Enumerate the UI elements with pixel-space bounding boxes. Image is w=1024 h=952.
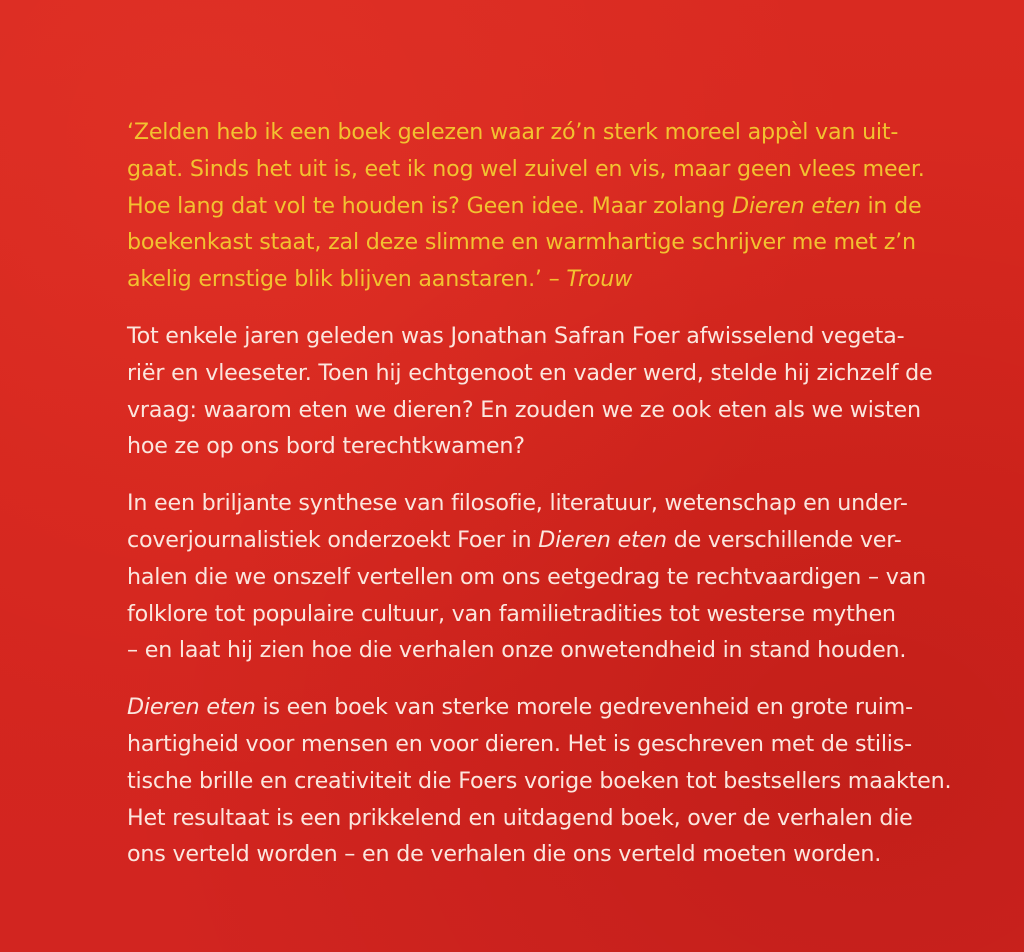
paragraph-line: ons verteld worden – en de verhalen die ons verteld moeten worden. (127, 841, 882, 868)
paragraph-line: tische brille en creativiteit die Foers vorige boeken tot bestsellers maakten. (127, 767, 952, 794)
quote-line-text: Hoe lang dat vol te houden is? Geen idee. Maar zolang (127, 192, 732, 219)
paragraph-line: riër en vleeseter. Toen hij echtgenoot en vader werd, stelde hij zichzelf de (127, 359, 933, 386)
description-paragraph-1 (127, 318, 967, 465)
quote-line: boekenkast staat, zal deze slimme en warmhartige schrijver me met z’n (127, 229, 916, 256)
quote-line-text: akelig ernstige blik blijven aanstaren.’ – (127, 266, 567, 293)
quote-line: gaat. Sinds het uit is, eet ik nog wel zuivel en vis, maar geen vlees meer. (127, 155, 925, 182)
paragraph-line: – en laat hij zien hoe die verhalen onze onwetendheid in stand houden. (127, 637, 907, 664)
paragraph-line: Het resultaat is een prikkelend en uitdagend boek, over de verhalen die (127, 804, 913, 831)
book-title-italic: Dieren eten (538, 526, 667, 553)
paragraph-line-text: is een boek van sterke morele gedrevenheid en grote ruim- (255, 694, 913, 721)
paragraph-line: hoe ze op ons bord terechtkwamen? (127, 433, 525, 460)
book-title-italic: Dieren eten (127, 694, 256, 721)
press-quote (127, 114, 967, 298)
blurb-text-block (127, 114, 967, 893)
paragraph-line: folklore tot populaire cultuur, van familietradities tot westerse mythen (127, 600, 896, 627)
paragraph-line: Tot enkele jaren geleden was Jonathan Safran Foer afwisselend vegeta- (127, 322, 905, 349)
description-paragraph-3 (127, 689, 967, 873)
quote-line (127, 261, 967, 298)
paragraph-line (127, 522, 967, 559)
paragraph-line-text: coverjournalistiek onderzoekt Foer in (127, 526, 539, 553)
paragraph-line: vraag: waarom eten we dieren? En zouden we ze ook eten als we wisten (127, 396, 921, 423)
paragraph-line: In een briljante synthese van filosofie, literatuur, wetenschap en under- (127, 490, 908, 517)
quote-source: Trouw (566, 266, 633, 293)
paragraph-line: halen die we onszelf vertellen om ons eetgedrag te rechtvaardigen – van (127, 563, 926, 590)
quote-line-text: in de (860, 192, 922, 219)
paragraph-line (127, 689, 967, 726)
description-paragraph-2 (127, 485, 967, 669)
quote-line: ‘Zelden heb ik een boek gelezen waar zó’n sterk moreel appèl van uit- (127, 119, 899, 145)
paragraph-line-text: de verschillende ver- (666, 526, 902, 553)
quote-line (127, 188, 967, 225)
book-title-italic: Dieren eten (731, 192, 861, 219)
paragraph-line: hartigheid voor mensen en voor dieren. Het is geschreven met de stilis- (127, 730, 912, 757)
